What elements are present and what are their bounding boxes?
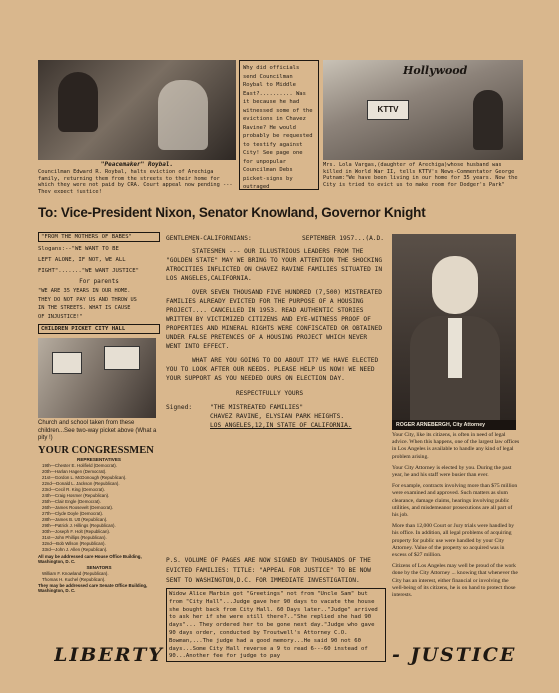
roybal-caption: Councilman Edward R. Roybal, halts eviction of Arechiga family, returning them from the streets to their home for which they were not paid by CRA. Court appeal now pending --- They expect justice!	[38, 169, 233, 193]
representative-entry: 22nd—Donald L. Jackson (Republican).	[42, 480, 120, 486]
parents-line-3: IN THE STREETS. WHAT IS CAUSE	[38, 305, 131, 311]
parents-line-1: "WE ARE 35 YEARS IN OUR HOME.	[38, 288, 131, 294]
headline: To: Vice-President Nixon, Senator Knowland, Governor Knight	[38, 205, 426, 220]
representative-entry: 19th—Chester E. Holifield (Democrat).	[42, 462, 117, 468]
mothers-line-2: LEFT ALONE, IF NOT, WE ALL	[38, 257, 126, 263]
footer-justice: - JUSTICE	[392, 644, 517, 666]
letter-block	[166, 234, 384, 560]
address-note: All may be addressed care House Office Building, Washington, D. C.	[38, 553, 142, 565]
children-title: CHILDREN PICKET CITY HALL	[38, 324, 160, 334]
signed-name: "THE MISTREATED FAMILIES"	[210, 404, 304, 411]
representative-entry: 25th—Clair Engle (Democrat).	[42, 498, 101, 504]
representative-entry: 31st—John Phillips (Republican).	[42, 534, 107, 540]
arnebergh-photo-block	[392, 234, 516, 430]
photo-right-block	[323, 60, 523, 193]
representative-entry: 21st—Gordon L. McDonough (Republican).	[42, 474, 127, 480]
representative-entry: 29th—Patrick J. Hillings (Republican).	[42, 522, 116, 528]
letter-ps: P.S. VOLUME OF PAGES ARE NOW SIGNED BY THOUSANDS OF THE EVICTED FAMILIES: TITLE: "APPEAL FOR JUSTICE" TO BE NOW SENT TO WASHINGTON,D.C. FOR IMMEDIATE INVESTIGATION.	[166, 557, 371, 584]
roybal-caption-title: "Peacemaker" Roybal.	[100, 161, 174, 168]
hollywood-script: Hollywood	[403, 64, 468, 77]
signed-line-1: CHAVEZ RAVINE, ELYSIAN PARK HEIGHTS.	[210, 413, 345, 420]
representative-entry: 23rd—Cecil R. King (Democrat).	[42, 486, 105, 492]
footer-liberty: LIBERTY	[54, 644, 164, 666]
vargas-caption: Mrs. Lola Vargas,(daughter of Arechiga)whose husband was killed in World War II, tells KTTV's News-Commentator George Putnam:"We have been living in our home for 35 years. Now the City is tried to evict us to make room for Dodger's Park"	[323, 162, 518, 188]
vargas-photo	[323, 60, 523, 160]
senator-entry: William F. Knowland (Republican).	[42, 570, 109, 576]
roybal-photo	[38, 60, 236, 160]
photo-left-block	[38, 60, 236, 193]
mothers-line-3: FIGHT"......."WE WANT JUSTICE"	[38, 268, 140, 274]
mothers-line-1: Slogans:--"WE WANT TO BE	[38, 246, 119, 252]
letter-date: SEPTEMBER 1957...(A.D.	[302, 235, 384, 242]
letter-salutation: GENTLEMEN-CALIFORNIANS:	[166, 235, 252, 242]
roybal-question-text: Why did officials send Councilman Roybal to Middle East?.......... Was it because he had witnessed some of the evictions in Chavez Ravine? He would probably be requested to testify against City! See page one for unpopular Councilman Debs picket-signs by outraged	[243, 65, 313, 190]
representative-entry: 33rd—John J. Allen (Republican).	[42, 546, 108, 552]
arnebergh-photo	[392, 234, 516, 420]
reps-title: REPRESENTATIVES	[77, 456, 121, 462]
senator-entry: Thomas H. Kuchel (Republican).	[42, 576, 106, 582]
senators-note: They may be addressed care Senate Office Building, Washington, D. C.	[38, 582, 148, 594]
representative-entry: 20th—Harlan Hagen (Democrat).	[42, 468, 107, 474]
parents-line-4: OF INJUSTICE!"	[38, 313, 83, 320]
city-attorney-paragraph-5: Citizens of Los Angeles may well be proud of the work done by the City Attorney ... knowing that whenever the City has an interest, either financial or involving the well-being of its citizens, he is on hand to protect those interests.	[392, 563, 518, 599]
mothers-title: "FROM THE MOTHERS OF BABES"	[38, 232, 160, 242]
representative-entry: 28th—James B. Utt (Republican).	[42, 516, 108, 522]
letter-paragraph-3: WHAT ARE YOU GOING TO DO ABOUT IT? WE HAVE ELECTED YOU TO LOOK AFTER OUR NEEDS. PLEASE HELP US NOW! WE NEED YOUR SUPPORT AS YOU NEEDED OURS ON ELECTION DAY.	[166, 357, 379, 382]
children-caption: Church and school taken from these children...See two-way picket above (What a pity !)	[38, 420, 157, 441]
letter-closing: RESPECTFULLY YOURS	[236, 390, 304, 397]
senators-title: SENATORS	[86, 564, 112, 570]
arnebergh-caption: ROGER ARNEBERGH, City Attorney	[392, 420, 516, 430]
roybal-question-box	[239, 60, 319, 190]
parents-title: For parents	[79, 278, 119, 285]
kttv-sign: KTTV	[367, 100, 409, 120]
representative-entry: 24th—Craig Hosmer (Republican).	[42, 492, 110, 498]
left-column	[38, 232, 160, 632]
city-attorney-paragraph-1: Your City, like its citizens, is often in need of legal advice. When this happens, one of the largest law offices in Los Angeles is available to handle any kind of legal problem arising.	[392, 432, 520, 460]
congress-title: YOUR CONGRESSMEN	[38, 444, 154, 456]
parents-line-2: THEY DO NOT PAY US AND THROW US	[38, 296, 137, 303]
children-picket-photo	[38, 338, 156, 418]
signed-line-2: LOS ANGELES,12,IN STATE OF CALIFORNIA.	[210, 422, 352, 429]
marbin-story-box	[166, 588, 386, 662]
signed-label: Signed:	[166, 404, 193, 411]
representative-entry: 32nd—Bob Wilson (Republican).	[42, 540, 106, 546]
city-attorney-paragraph-3: For example, contracts involving more than $75 million were examined and approved. Such matters as slum clearance, damage claims, hearings involving public utilities, and misdemeanor prosecutions are all part of his job.	[392, 483, 518, 519]
senators-list	[38, 571, 160, 583]
city-attorney-paragraph-2: Your City Attorney is elected by you. During the past year, he and his staff were busier than ever.	[392, 464, 512, 479]
representative-entry: 26th—James Roosevelt (Democrat).	[42, 504, 114, 510]
representative-entry: 30th—Joseph F. Holt (Republican).	[42, 528, 111, 534]
reps-list	[38, 463, 160, 553]
marbin-story-text: Widow Alice Marbin got "Greetings" not from "Uncle Sam" but from "City Hall"...Judge gave her 90 days to vacate the house she bought back from City Hall. 60 Days later.."Judge" arrived to ask her if she were still there?.."She replied she had 90 days"... They ordered her to be gone next day."Judge who gave 90 days order, conducted by Troutwell's Attorney C.O. Bowman,...The judge had a good memory...He said 90 not 60 days...Some City Hall reverse a 9 to read 6---60 instead of 90...Another fee for judge to pay	[169, 591, 378, 660]
city-attorney-column	[392, 432, 520, 610]
city-attorney-paragraph-4: More than 12,000 Court or Jury trials were handled by his office. In addition, all legal problems of acquiring property for public use were handled by your City Attorney. Value of the property so acquired was in excess of $27 million.	[392, 523, 515, 559]
letter-paragraph-2: OVER SEVEN THOUSAND FIVE HUNDRED (7,500) MISTREATED FAMILIES ALREADY EVICTED FOR THE PURPOSE OF A HOUSING PROJECT.... CANCELLED IN 1953. READ AUTHENTIC STORIES WRITTEN BY VICTIMIZED CITIZENS AND EYE-WITNESS PROOF OF PROPERTIES AND MINERAL RIGHTS WERE CONFISCATED OR OBTAINED UNDER FALSE PRETENCES OF A HOUSING PROJECT WHICH NEVER WENT INTO EFFECT.	[166, 289, 383, 350]
representative-entry: 27th—Clyde Doyle (Democrat).	[42, 510, 104, 516]
letter-paragraph-1: STATESMEN --- OUR ILLUSTRIOUS LEADERS FROM THE "GOLDEN STATE" MAY WE BRING TO YOUR ATTENTION THE SHOCKING ATROCITIES INFLICTED ON CHAVEZ RAVINE FAMILIES SITUATED IN LOS ANGELES,CALIFORNIA.	[166, 248, 383, 282]
